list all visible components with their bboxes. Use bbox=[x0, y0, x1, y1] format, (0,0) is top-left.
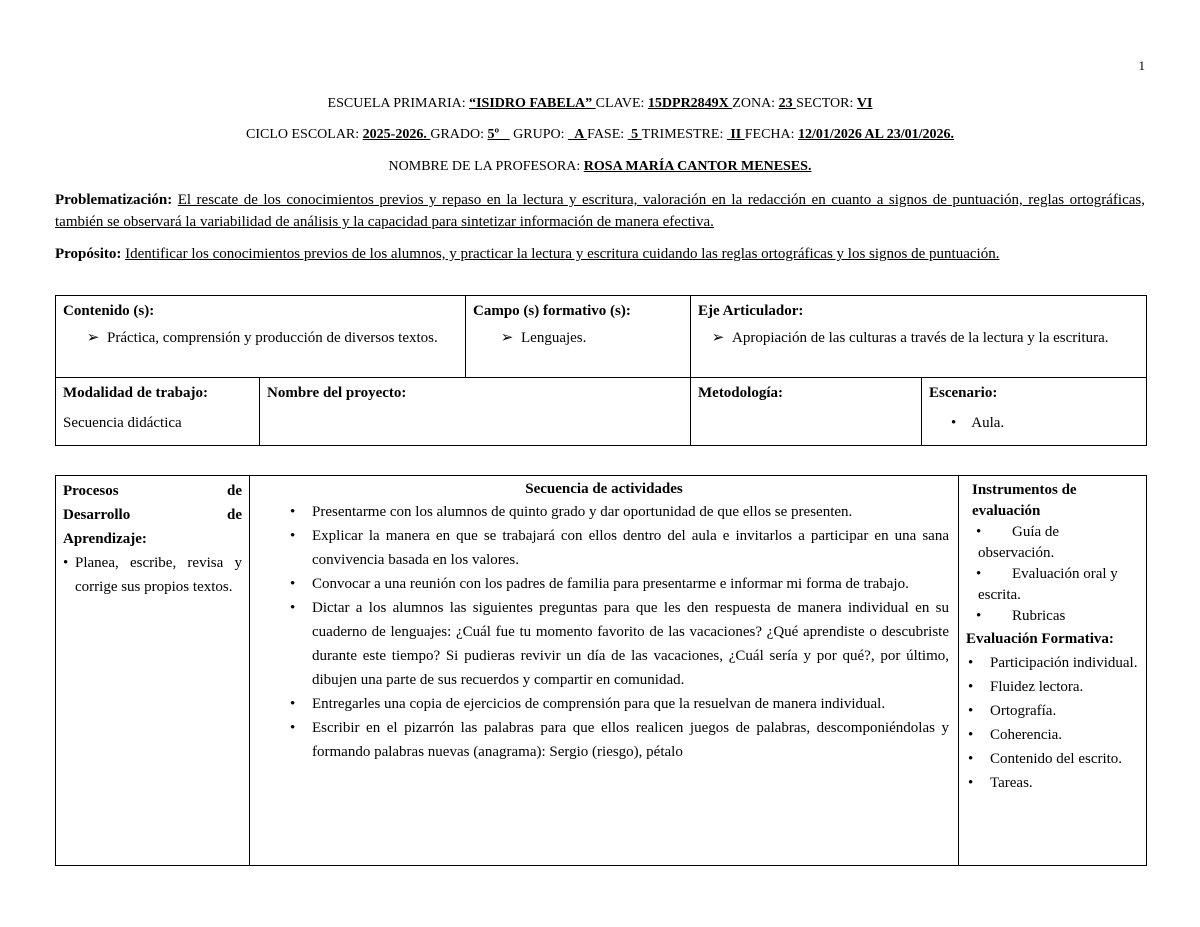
secuencia-cell bbox=[250, 476, 959, 866]
trimestre-value: II bbox=[726, 127, 745, 142]
proposito-paragraph bbox=[55, 243, 1145, 265]
zona-value: 23 bbox=[778, 96, 797, 111]
procesos-label-word3: Desarrollo bbox=[63, 507, 131, 523]
grado-label: GRADO: bbox=[430, 127, 488, 142]
secuencia-title: Secuencia de actividades bbox=[525, 481, 683, 497]
modalidad-label: Modalidad de trabajo: bbox=[63, 385, 209, 401]
campo-item: Lenguajes. bbox=[521, 330, 587, 346]
grado-value: 5º bbox=[487, 127, 510, 142]
procesos-label-line2 bbox=[63, 503, 242, 527]
grupo-label: GRUPO: bbox=[509, 127, 568, 142]
instrumento-item bbox=[966, 606, 1139, 627]
sector-value: VI bbox=[856, 96, 873, 111]
formativa-item: • Contenido del escrito. bbox=[966, 747, 1139, 771]
fecha-label: FECHA: bbox=[744, 127, 799, 142]
eje-item: Apropiación de las culturas a través de la lectura y la escritura. bbox=[732, 330, 1109, 346]
procesos-label-word4: de bbox=[227, 507, 242, 523]
trimestre-label: TRIMESTRE: bbox=[641, 127, 727, 142]
profesora-label: NOMBRE DE LA PROFESORA: bbox=[388, 159, 584, 174]
instrumento-text: Evaluación oral y escrita. bbox=[978, 566, 1118, 603]
formativa-item: • Participación individual. bbox=[966, 651, 1139, 675]
arrow-bullet-icon: ➢ bbox=[500, 330, 514, 346]
metodologia-label: Metodología: bbox=[698, 385, 783, 401]
instrumento-item bbox=[966, 522, 1139, 564]
instrumento-item bbox=[966, 564, 1139, 606]
formativa-item: • Fluidez lectora. bbox=[966, 675, 1139, 699]
formativa-item: • Coherencia. bbox=[966, 723, 1139, 747]
school-name: “ISIDRO FABELA” bbox=[469, 96, 596, 111]
eje-label: Eje Articulador: bbox=[698, 303, 804, 319]
fase-label: FASE: bbox=[587, 127, 628, 142]
proposito-label: Propósito: bbox=[55, 246, 126, 262]
campo-cell bbox=[466, 296, 691, 378]
procesos-label-line1 bbox=[63, 479, 242, 503]
bullet-icon: • bbox=[951, 415, 957, 431]
ciclo-label: CICLO ESCOLAR: bbox=[245, 127, 363, 142]
modalidad-value: Secuencia didáctica bbox=[63, 415, 182, 431]
formativa-item: • Ortografía. bbox=[966, 699, 1139, 723]
ciclo-value: 2025-2026. bbox=[362, 127, 431, 142]
eje-cell bbox=[691, 296, 1147, 378]
grupo-value: A bbox=[568, 127, 588, 142]
activity-item: • Explicar la manera en que se trabajará con ellos dentro del aula e invitarlos a participar en una sana convivencia basada en los valores. bbox=[257, 524, 949, 572]
escenario-cell bbox=[922, 378, 1147, 446]
instrumentos-label: Instrumentos de evaluación bbox=[972, 482, 1077, 519]
instrumento-text: Rubricas bbox=[1012, 608, 1066, 624]
problematizacion-label: Problematización: bbox=[55, 192, 178, 208]
activity-item: • Convocar a una reunión con los padres de familia para presentarme e informar mi forma de trabajo. bbox=[257, 572, 949, 596]
zona-label: ZONA: bbox=[732, 96, 779, 111]
proyecto-cell bbox=[260, 378, 691, 446]
problematizacion-text: El rescate de los conocimientos previos y repaso en la lectura y escritura, valoración en la redacción en cuanto a signos de puntuación, reglas ortográficas, también se observará la variabilidad de análisis y la capacidad para sintetizar información de manera efectiva. bbox=[55, 192, 1145, 230]
clave-value: 15DPR2849X bbox=[647, 96, 733, 111]
sector-label: SECTOR: bbox=[796, 96, 857, 111]
escenario-item bbox=[929, 411, 1139, 435]
profesora-value: ROSA MARÍA CANTOR MENESES. bbox=[583, 159, 812, 174]
arrow-bullet-icon: ➢ bbox=[711, 330, 725, 346]
fase-value: 5 bbox=[627, 127, 642, 142]
contenido-label: Contenido (s): bbox=[63, 303, 155, 319]
page-number: 1 bbox=[1138, 58, 1145, 73]
clave-label: CLAVE: bbox=[595, 96, 648, 111]
proposito-text: Identificar los conocimientos previos de los alumnos, y practicar la lectura y escritura cuidando las reglas ortográficas y los signos de puntuación. bbox=[125, 246, 1000, 262]
activity-item: • Entregarles una copia de ejercicios de comprensión para que la resuelvan de manera individual. bbox=[257, 692, 949, 716]
activity-item: • Escribir en el pizarrón las palabras para que ellos realicen juegos de palabras, descomponiéndolas y formando palabras nuevas (anagrama): Sergio (riesgo), pétalo bbox=[257, 716, 949, 764]
header-cycle-line bbox=[0, 127, 1200, 143]
fecha-value: 12/01/2026 AL 23/01/2026. bbox=[798, 127, 955, 142]
procesos-cell bbox=[56, 476, 250, 866]
instrumentos-cell bbox=[959, 476, 1147, 866]
proyecto-label: Nombre del proyecto: bbox=[267, 385, 407, 401]
activity-item: • Presentarme con los alumnos de quinto grado y dar oportunidad de que ellos se presenten. bbox=[257, 500, 949, 524]
procesos-label-word2: de bbox=[227, 483, 242, 499]
escenario-item-text: Aula. bbox=[971, 415, 1005, 431]
activities-table bbox=[55, 475, 1147, 866]
escenario-label: Escenario: bbox=[929, 385, 998, 401]
header-teacher-line bbox=[0, 159, 1200, 175]
modalidad-cell bbox=[56, 378, 260, 446]
plan-info-table bbox=[55, 295, 1147, 446]
procesos-label-line3: Aprendizaje: bbox=[63, 531, 147, 547]
procesos-label-word1: Procesos bbox=[63, 483, 119, 499]
arrow-bullet-icon: ➢ bbox=[86, 330, 100, 346]
formativa-label: Evaluación Formativa: bbox=[966, 631, 1114, 647]
campo-label: Campo (s) formativo (s): bbox=[473, 303, 631, 319]
contenido-item: Práctica, comprensión y producción de diversos textos. bbox=[107, 330, 438, 346]
instrumento-text: Guía de observación. bbox=[978, 524, 1060, 561]
contenido-cell bbox=[56, 296, 466, 378]
problematizacion-paragraph bbox=[55, 189, 1145, 233]
metodologia-cell bbox=[691, 378, 922, 446]
procesos-item: • Planea, escribe, revisa y corrige sus propios textos. bbox=[63, 551, 242, 599]
formativa-item: • Tareas. bbox=[966, 771, 1139, 795]
activity-item: • Dictar a los alumnos las siguientes preguntas para que les den respuesta de manera individual en su cuaderno de lenguajes: ¿Cuál fue tu momento favorito de las vacaciones? ¿Qué aprendiste o descubriste durante este tiempo? Si pudieras revivir un día de las vacaciones, ¿Cuál sería y por qué?, por último, dibujen una parte de sus recuerdos y compartir en comunidad. bbox=[257, 596, 949, 692]
header-school-line bbox=[0, 96, 1200, 112]
school-label: ESCUELA PRIMARIA: bbox=[327, 96, 470, 111]
